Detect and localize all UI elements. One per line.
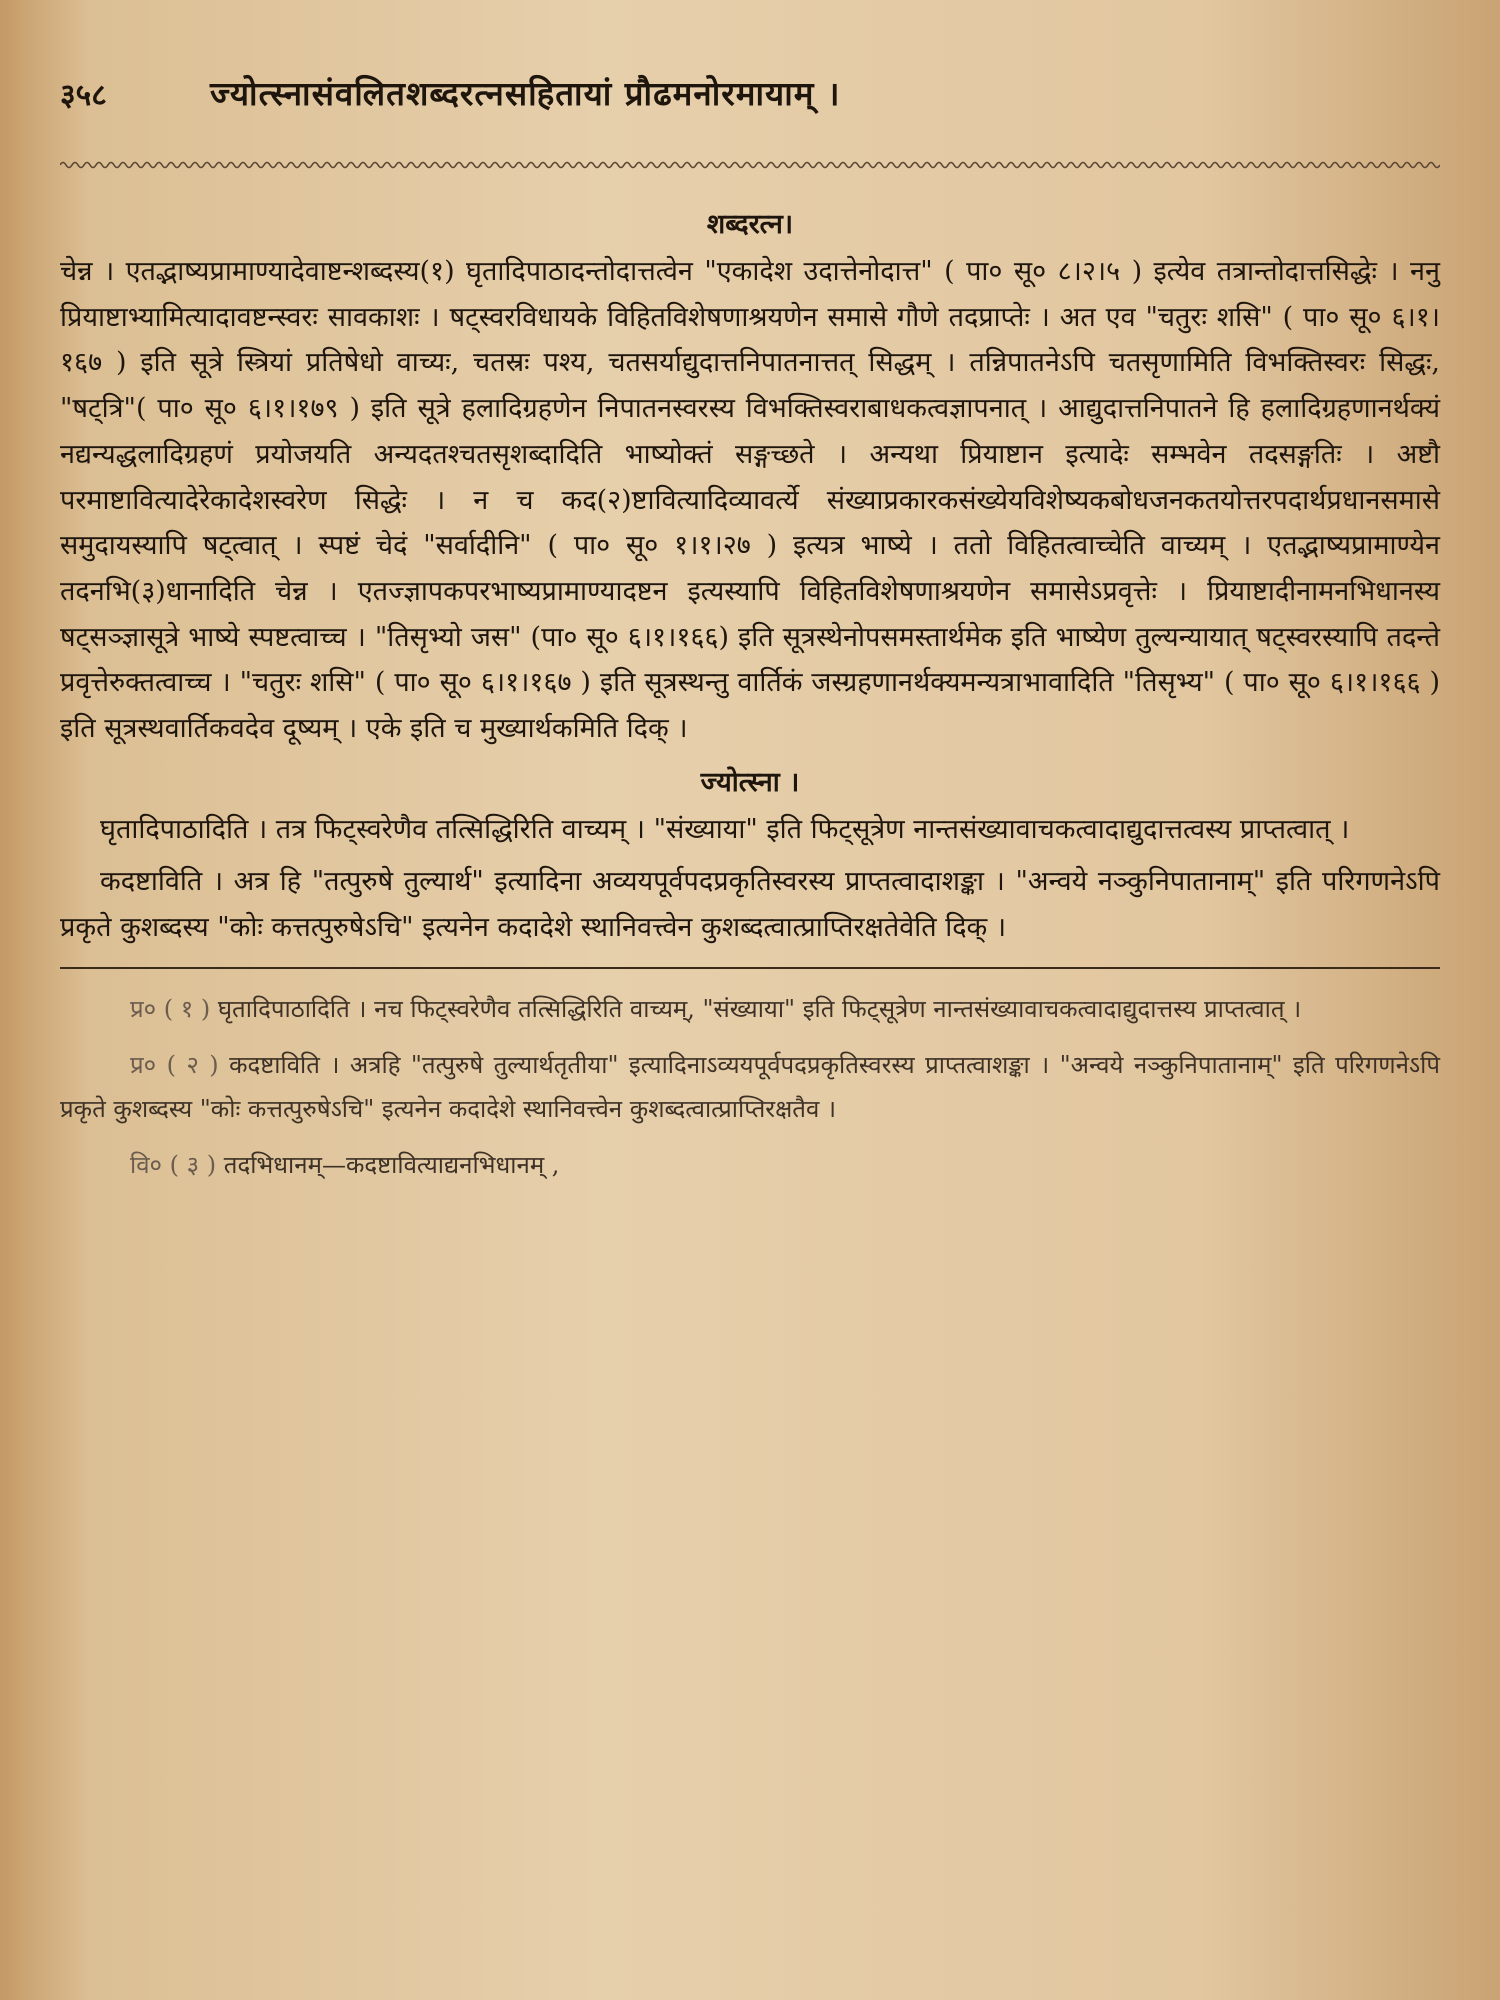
shabdaratna-section: [60, 204, 1440, 752]
footnote-text: घृतादिपाठादिति । नच फिट्स्वरेणैव तत्सिद्धिरिति वाच्यम्, "संख्याया" इति फिट्सूत्रेण नान्तसंख्यावाचकत्वादाद्युदात्तस्य प्राप्तत्वात् ।: [217, 994, 1302, 1023]
footnote-text: कदष्टाविति । अत्रहि "तत्पुरुषे तुल्यार्थतृतीया" इत्यादिनाऽव्ययपूर्वपदप्रकृतिस्वरस्य प्राप्तत्वाशङ्का । "अन्वये नञ्कुनिपातानाम्" इति परिगणनेऽपि प्रकृते कुशब्दस्य "कोः कत्तत्पुरुषेऽचि" इत्यनेन कदादेशे स्थानिवत्त्वेन कुशब्दत्वात्प्राप्तिरक्षतैव ।: [60, 1050, 1440, 1123]
page-header: [60, 70, 1440, 130]
footnote-label: प्र० ( १ ): [130, 994, 211, 1023]
footnote-divider: [60, 967, 1440, 969]
jyotsna-paragraph: कदष्टाविति । अत्र हि "तत्पुरुषे तुल्यार्थ" इत्यादिना अव्ययपूर्वपदप्रकृतिस्वरस्य प्राप्तत्वादाशङ्का । "अन्वये नञ्कुनिपातानाम्" इति परिगणनेऽपि प्रकृते कुशब्दस्य "कोः कत्तत्पुरुषेऽचि" इत्यनेन कदादेशे स्थानिवत्त्वेन कुशब्दत्वात्प्राप्तिरक्षतेवेति दिक् ।: [60, 865, 1440, 943]
footnote-text: तदभिधानम्—कदष्टावित्याद्यनभिधानम् ,: [223, 1150, 560, 1179]
footnotes: [60, 987, 1440, 1187]
footnote: [60, 1043, 1440, 1131]
footnote: [60, 1143, 1440, 1187]
shabdaratna-text: चेन्न । एतद्भाष्यप्रामाण्यादेवाष्टन्शब्दस्य(१) घृतादिपाठादन्तोदात्तत्वेन "एकादेश उदात्तेनोदात्त" ( पा० सू० ८।२।५ ) इत्येव तत्रान्तोदात्तसिद्धेः । ननु प्रियाष्टाभ्यामित्यादावष्टन्स्वरः सावकाशः । षट्स्वरविधायके विहितविशेषणाश्रयणेन समासे गौणे तदप्राप्तेः । अत एव "चतुरः शसि" ( पा० सू० ६।१।१६७ ) इति सूत्रे स्त्रियां प्रतिषेधो वाच्यः, चतस्रः पश्य, चतसर्याद्युदात्तनिपातनात्तत् सिद्धम् । तन्निपातनेऽपि चतसृणामिति विभक्तिस्वरः सिद्धः, "षट्त्रि"( पा० सू० ६।१।१७९ ) इति सूत्रे हलादिग्रहणेन निपातनस्वरस्य विभक्तिस्वराबाधकत्वज्ञापनात् । आद्युदात्तनिपातने हि हलादिग्रहणानर्थक्यं नद्यन्यद्धलादिग्रहणं प्रयोजयति अन्यदतश्चतसृशब्दादिति भाष्योक्तं सङ्गच्छते । अन्यथा प्रियाष्टान इत्यादेः सम्भवेन तदसङ्गतिः । अष्टौ परमाष्टावित्यादेरेकादेशस्वरेण सिद्धेः । न च कद(२)ष्टावित्यादिव्यावर्त्ये संख्याप्रकारकसंख्येयविशेष्यकबोधजनकतयोत्तरपदार्थप्रधानसमासे समुदायस्यापि षट्त्वात् । स्पष्टं चेदं "सर्वादीनि" ( पा० सू० १।१।२७ ) इत्यत्र भाष्ये । ततो विहितत्वाच्चेति वाच्यम् । एतद्भाष्यप्रामाण्येन तदनभि(३)धानादिति चेन्न । एतज्ज्ञापकपरभाष्यप्रामाण्यादष्टन इत्यस्यापि विहितविशेषणाश्रयणेन समासेऽप्रवृत्तेः । प्रियाष्टादीनामनभिधानस्य षट्सञ्ज्ञासूत्रे भाष्ये स्पष्टत्वाच्च । "तिसृभ्यो जस" (पा० सू० ६।१।१६६) इति सूत्रस्थेनोपसमस्तार्थमेक इति भाष्येण तुल्यन्यायात् षट्स्वरस्यापि तदन्ते प्रवृत्तेरुक्तत्वाच्च । "चतुरः शसि" ( पा० सू० ६।१।१६७ ) इति सूत्रस्थन्तु वार्तिकं जस्ग्रहणानर्थक्यमन्यत्राभावादिति "तिसृभ्य" ( पा० सू० ६।१।१६६ ) इति सूत्रस्थवार्तिकवदेव दूष्यम् । एके इति च मुख्यार्थकमिति दिक् ।: [60, 256, 1440, 745]
jyotsna-paragraph: घृतादिपाठादिति । तत्र फिट्स्वरेणैव तत्सिद्धिरिति वाच्यम् । "संख्याया" इति फिट्सूत्रेण नान्तसंख्यावाचकत्वादाद्युदात्तत्वस्य प्राप्तत्वात् ।: [100, 813, 1350, 845]
jyotsna-section: [60, 762, 1440, 951]
section-heading-jyotsna: ज्योत्स्ना ।: [700, 766, 800, 798]
footnote-label: वि० ( ३ ): [130, 1150, 217, 1179]
wavy-rule-divider: [60, 158, 1440, 172]
footnote: [60, 987, 1440, 1031]
running-title: ज्योत्स्नासंवलितशब्दरत्नसहितायां प्रौढमनोरमायाम् ।: [210, 74, 841, 113]
footnote-label: प्र० ( २ ): [130, 1050, 219, 1079]
section-heading-shabdaratna: शब्दरत्न।: [706, 209, 794, 240]
page-number: ३५८: [60, 78, 107, 113]
